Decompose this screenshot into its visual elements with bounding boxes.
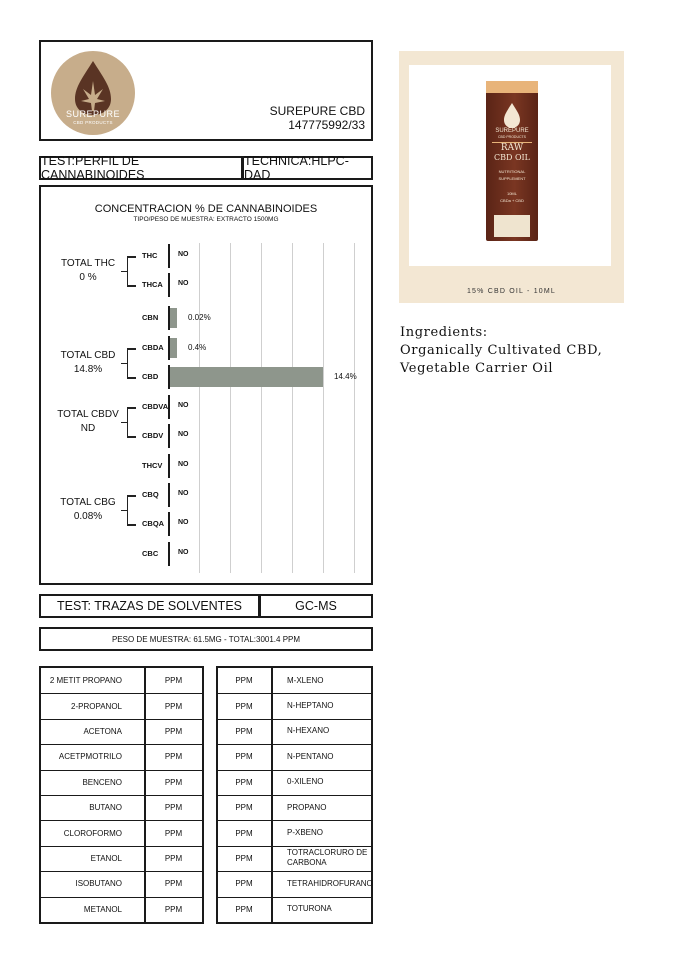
chart-title: CONCENTRACION % DE CANNABINOIDES [94, 203, 318, 215]
table-row [218, 744, 371, 769]
test1-technique: TECHNICA:HLPC-DAD [242, 156, 373, 180]
solvent-unit: PPM [235, 777, 253, 787]
solvent-name: ACETONA [83, 726, 122, 736]
value-label: 0.02% [188, 313, 211, 322]
gridline [292, 243, 293, 573]
group-label [53, 257, 123, 285]
table-row [41, 795, 202, 820]
bottle-raw: RAW [492, 142, 532, 153]
chart-box [39, 185, 373, 585]
solvent-unit: PPM [164, 726, 183, 736]
solvents-table-left [39, 666, 204, 924]
row-divider [218, 693, 371, 694]
solvent-name: PROPANO [287, 802, 327, 812]
column-divider [144, 668, 146, 922]
group-name: TOTAL CBG [60, 496, 116, 508]
ingredients-line1: Organically Cultivated CBD, [400, 343, 603, 358]
row-divider [218, 795, 371, 796]
ingredients-heading: Ingredients: [400, 325, 488, 340]
row-divider [218, 820, 371, 821]
solvents-table-right [216, 666, 373, 924]
brace-tick [127, 495, 136, 497]
category-label: CBDV [142, 431, 164, 440]
test1-label: TEST:PERFIL DE CANNABINOIDES [39, 156, 243, 180]
solvent-name: P-XBENO [287, 828, 324, 838]
row-divider [41, 693, 202, 694]
test2-label: TEST: TRAZAS DE SOLVENTES [39, 594, 260, 618]
bottle-sub: CBD PRODUCTS [497, 135, 526, 139]
row-divider [41, 897, 202, 898]
table-row [218, 795, 371, 820]
table-row [41, 744, 202, 769]
value-label: NO [178, 461, 189, 468]
solvent-unit: PPM [235, 676, 253, 686]
group-brace [127, 256, 128, 285]
solvent-unit: PPM [235, 853, 253, 863]
solvent-unit: PPM [235, 879, 253, 889]
bottle-cbda: CBDa + CBD [500, 198, 524, 203]
value-label: NO [178, 251, 189, 258]
brace-tick [127, 436, 136, 438]
category-label: CBD [142, 372, 159, 381]
category-label: CBC [142, 549, 159, 558]
solvent-unit: PPM [164, 904, 183, 914]
solvent-name: N-PENTANO [287, 751, 334, 761]
value-label: NO [178, 519, 189, 526]
chart-subtitle: TIPO/PESO DE MUESTRA: EXTRACTO 1500MG [133, 216, 279, 223]
solvent-unit: PPM [235, 904, 253, 914]
ingredients [400, 324, 602, 378]
bar [170, 367, 323, 387]
header-box [39, 40, 373, 141]
product-card [399, 51, 624, 303]
gridline [354, 243, 355, 573]
solvent-unit: PPM [164, 803, 183, 813]
solvent-unit: PPM [164, 853, 183, 863]
solvent-name: ISOBUTANO [75, 879, 122, 889]
group-name: TOTAL CBD [60, 349, 116, 361]
brace-tick [127, 285, 136, 287]
brace-tick [127, 377, 136, 379]
solvent-unit: PPM [235, 726, 253, 736]
table-row [218, 719, 371, 744]
solvent-unit: PPM [164, 828, 183, 838]
solvent-name: TOTRACLORURO DE CARBONA [287, 848, 368, 868]
bottle-brand: SUREPURE [495, 128, 529, 134]
brand-block [270, 104, 365, 132]
group-value: 0 % [79, 271, 97, 283]
logo-sub: CBD PRODUCTS [73, 120, 113, 125]
product-photo [409, 65, 611, 266]
category-label: THCV [142, 461, 163, 470]
group-name: TOTAL CBDV [57, 408, 119, 420]
group-value: ND [80, 422, 96, 434]
table-row [218, 820, 371, 845]
table-row [218, 693, 371, 718]
solvent-unit: PPM [164, 752, 183, 762]
ingredients-line2: Vegetable Carrier Oil [400, 361, 554, 376]
value-label: 0.4% [188, 343, 207, 352]
group-brace [127, 407, 128, 436]
group-label [53, 496, 123, 524]
group-value: 0.08% [73, 510, 103, 522]
table-row [218, 668, 371, 693]
row-divider [218, 846, 371, 847]
table-row [41, 871, 202, 896]
solvent-name: 2 METIT PROPANO [49, 676, 122, 686]
company-name: SUREPURE CBD [269, 104, 365, 118]
solvent-unit: PPM [235, 701, 253, 711]
sample-info: PESO DE MUESTRA: 61.5MG - TOTAL:3001.4 PPM [39, 627, 373, 651]
solvent-name: CLOROFORMO [63, 828, 122, 838]
value-label: NO [178, 490, 189, 497]
solvent-name: METANOL [83, 904, 122, 914]
category-label: THCA [142, 280, 163, 289]
column-divider [271, 668, 273, 922]
value-label: 14.4% [334, 372, 357, 381]
row-divider [218, 719, 371, 720]
solvent-unit: PPM [164, 676, 183, 686]
chart-area [41, 187, 371, 583]
logo-brand: SUREPURE [65, 109, 120, 119]
category-label: CBN [142, 313, 159, 322]
lab-code: 147775992/33 [288, 118, 365, 132]
row-divider [41, 719, 202, 720]
brace-tick [127, 524, 136, 526]
row-divider [41, 795, 202, 796]
table-row [41, 693, 202, 718]
test2-technique: GC-MS [259, 594, 373, 618]
category-label: CBDA [142, 343, 164, 352]
table-row [218, 846, 371, 871]
solvent-unit: PPM [235, 828, 253, 838]
category-label: CBQA [142, 519, 165, 528]
table-row [41, 846, 202, 871]
row-divider [218, 871, 371, 872]
bottle-10ml: 10ML [506, 191, 517, 196]
table-row [41, 719, 202, 744]
bottle-white-label [494, 215, 530, 237]
row-divider [218, 770, 371, 771]
row-divider [41, 770, 202, 771]
solvent-unit: PPM [164, 777, 183, 787]
gridline [261, 243, 262, 573]
table-row [218, 871, 371, 896]
solvent-name: ETANOL [90, 853, 122, 863]
solvent-unit: PPM [235, 752, 253, 762]
bar [170, 308, 177, 328]
solvent-name: ACETPMOTRILO [58, 752, 122, 762]
bottle-image [486, 81, 538, 241]
gridline [323, 243, 324, 573]
product-caption: 15% CBD OIL - 10ML [466, 288, 557, 295]
bar [170, 338, 177, 358]
solvent-name: 0-XILENO [287, 777, 324, 787]
logo [51, 51, 135, 135]
table-row [41, 770, 202, 795]
brace-tick [127, 407, 136, 409]
solvent-name: TETRAHIDROFURANO [287, 878, 373, 888]
solvent-unit: PPM [164, 701, 183, 711]
bottle-cbd-oil: CBD OIL [494, 153, 530, 162]
table-row [41, 897, 202, 922]
group-name: TOTAL THC [60, 257, 116, 269]
solvent-name: TOTURONA [287, 904, 332, 914]
bottle-cap [486, 81, 538, 93]
row-divider [218, 744, 371, 745]
bottle-nutritional: NUTRITIONAL [498, 169, 526, 174]
solvent-unit: PPM [235, 803, 253, 813]
solvent-name: M-XLENO [287, 675, 324, 685]
category-label: THC [142, 251, 158, 260]
solvent-unit: PPM [164, 879, 183, 889]
row-divider [218, 897, 371, 898]
row-divider [41, 871, 202, 872]
table-row [218, 897, 371, 922]
category-label: CBQ [142, 490, 159, 499]
table-row [41, 820, 202, 845]
solvent-name: N-HEPTANO [287, 701, 334, 711]
solvent-name: 2-PROPANOL [71, 701, 122, 711]
group-value: 14.8% [73, 363, 103, 375]
value-label: NO [178, 431, 189, 438]
bottle-supplement: SUPPLEMENT [498, 176, 526, 181]
table-row [218, 770, 371, 795]
group-label [53, 349, 123, 377]
group-brace [127, 495, 128, 524]
brace-tick [127, 348, 136, 350]
group-brace [127, 348, 128, 377]
solvent-name: BUTANO [89, 803, 122, 813]
group-label [53, 408, 123, 436]
row-divider [41, 744, 202, 745]
value-label: NO [178, 402, 189, 409]
category-label: CBDVA [142, 402, 169, 411]
solvent-name: BENCENO [82, 777, 122, 787]
value-label: NO [178, 549, 189, 556]
solvent-name: N-HEXANO [287, 726, 330, 736]
table-row [41, 668, 202, 693]
value-label: NO [178, 280, 189, 287]
row-divider [41, 820, 202, 821]
gridline [230, 243, 231, 573]
gridline [199, 243, 200, 573]
row-divider [41, 846, 202, 847]
brace-tick [127, 256, 136, 258]
